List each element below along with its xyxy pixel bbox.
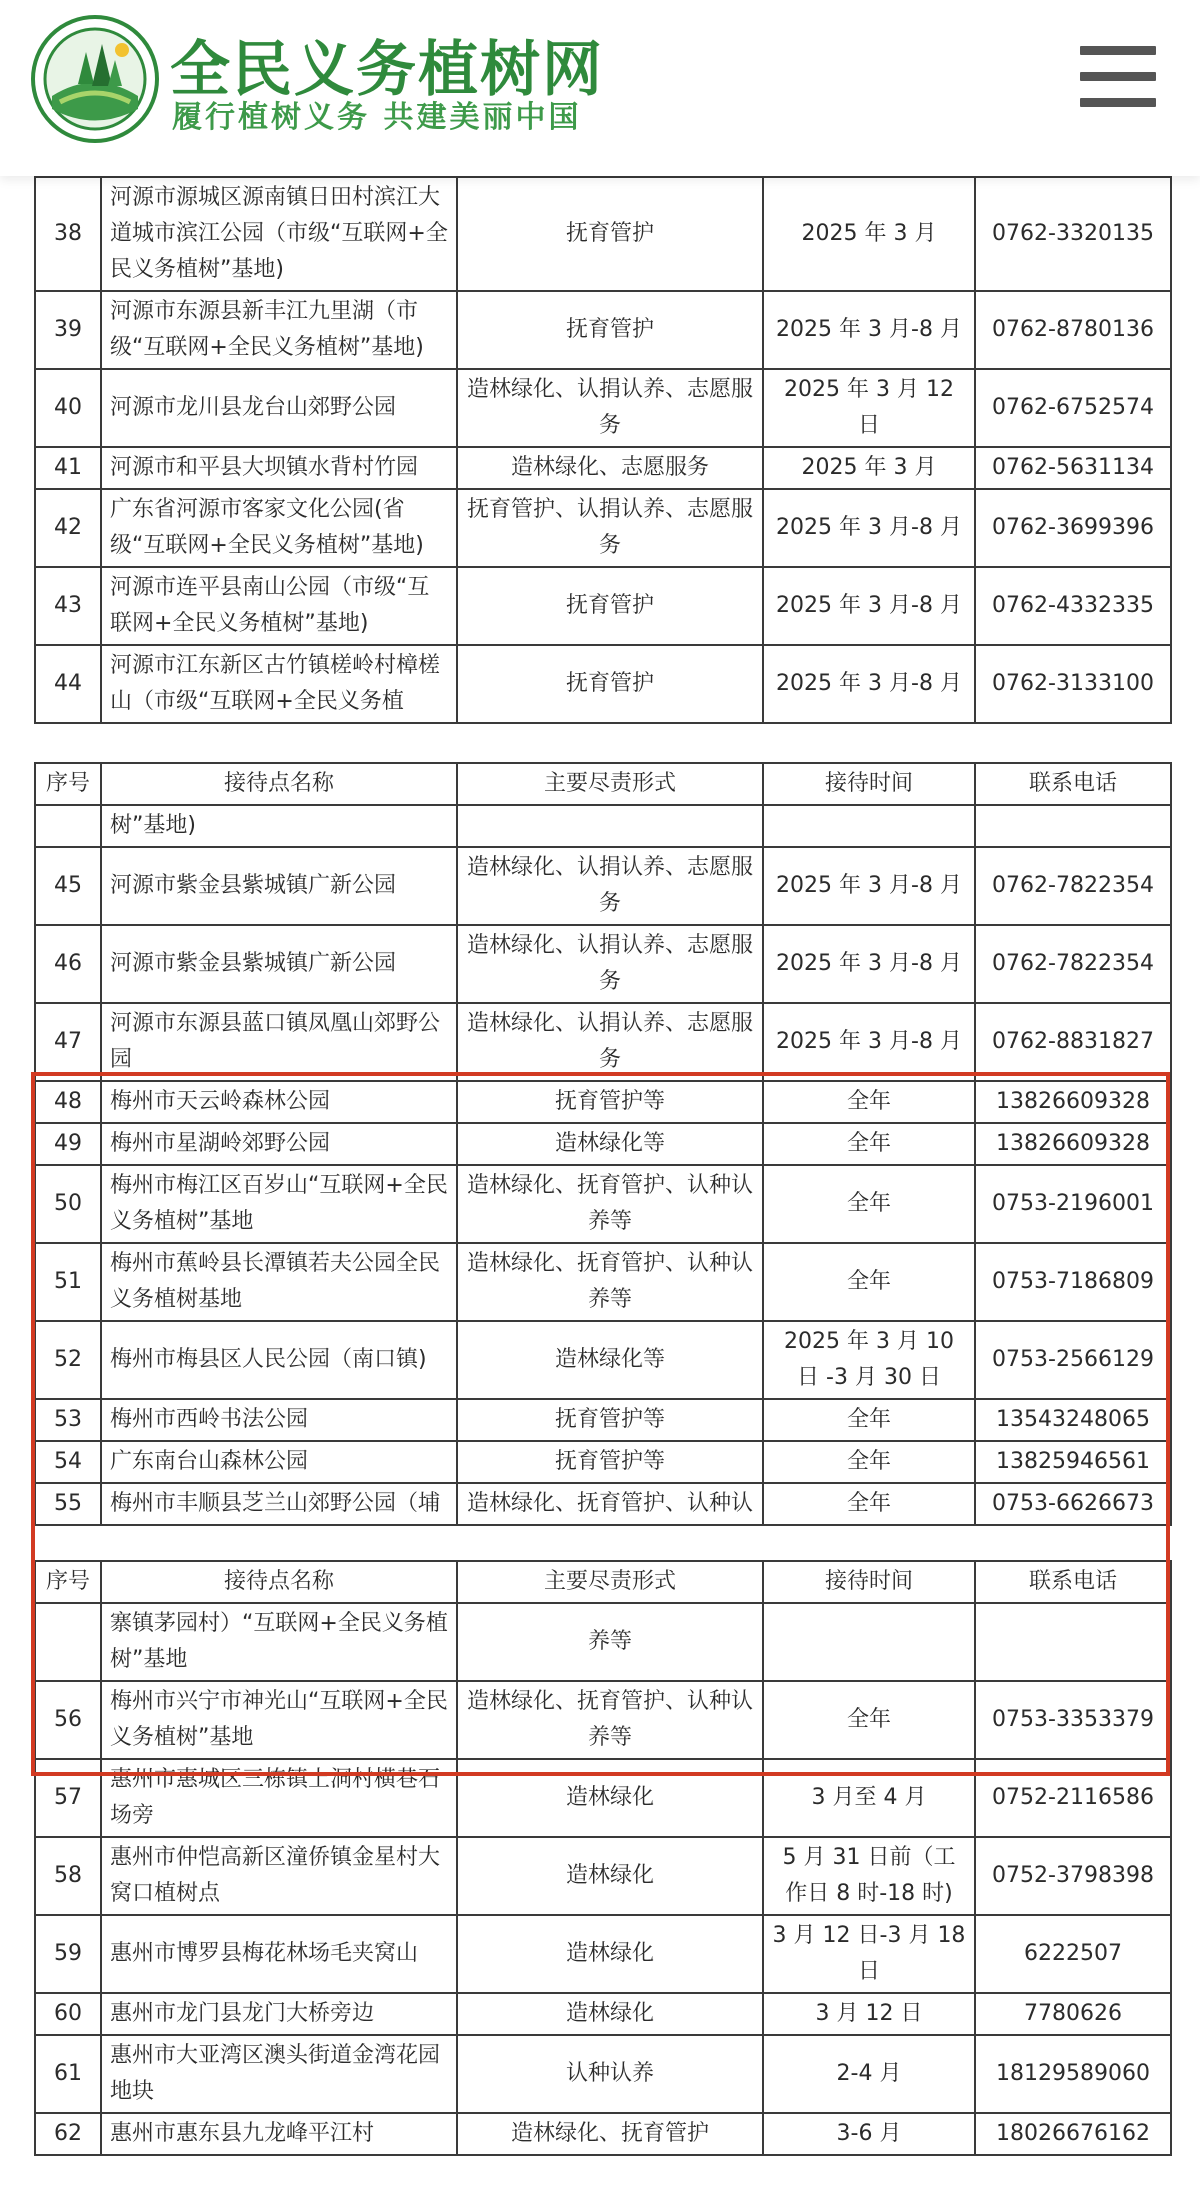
cell-phone[interactable]: 0753-2566129: [975, 1321, 1171, 1399]
cell-time: 2025 年 3 月 10 日 -3 月 30 日: [763, 1321, 975, 1399]
table-row: [35, 925, 1171, 1003]
table-header-row-repeat: [35, 1561, 1171, 1603]
table-row: [35, 1603, 1171, 1681]
cell-num: 47: [35, 1003, 101, 1081]
table-row: [35, 1681, 1171, 1759]
cell-num: 59: [35, 1915, 101, 1993]
cell-time: 全年: [763, 1399, 975, 1441]
cell-time: 全年: [763, 1243, 975, 1321]
col-header-phone: 联系电话: [975, 1561, 1171, 1603]
cell-name: 广东南台山森林公园: [101, 1441, 457, 1483]
cell-form: 认种认养: [457, 2035, 763, 2113]
cell-num: [35, 1603, 101, 1681]
table-row: [35, 847, 1171, 925]
cell-num: 42: [35, 489, 101, 567]
table-row: [35, 2035, 1171, 2113]
cell-name: 河源市源城区源南镇日田村滨江大道城市滨江公园（市级“互联网+全民义务植树”基地): [101, 177, 457, 291]
cell-name: 梅州市兴宁市神光山“互联网+全民义务植树”基地: [101, 1681, 457, 1759]
cell-phone[interactable]: 0762-3320135: [975, 177, 1171, 291]
table-row: [35, 805, 1171, 847]
cell-form: 抚育管护等: [457, 1081, 763, 1123]
cell-phone[interactable]: 13826609328: [975, 1123, 1171, 1165]
cell-form: 抚育管护、认捐认养、志愿服务: [457, 489, 763, 567]
cell-form: 造林绿化、认捐认养、志愿服务: [457, 925, 763, 1003]
cell-form: 造林绿化: [457, 1759, 763, 1837]
cell-num: 43: [35, 567, 101, 645]
cell-name: 梅州市丰顺县芝兰山郊野公园（埔: [101, 1483, 457, 1525]
cell-num: 41: [35, 447, 101, 489]
site-title[interactable]: 全民义务植树网: [170, 35, 604, 105]
cell-name: 梅州市梅县区人民公园（南口镇): [101, 1321, 457, 1399]
table-row: [35, 1123, 1171, 1165]
cell-num: 49: [35, 1123, 101, 1165]
cell-name: 梅州市西岭书法公园: [101, 1399, 457, 1441]
cell-name: 梅州市天云岭森林公园: [101, 1081, 457, 1123]
cell-form: 抚育管护: [457, 645, 763, 723]
site-header: [0, 0, 1200, 176]
cell-num: 57: [35, 1759, 101, 1837]
col-header-name: 接待点名称: [101, 1561, 457, 1603]
table-row: [35, 1837, 1171, 1915]
cell-time: 2025 年 3 月-8 月: [763, 489, 975, 567]
table-row: [35, 177, 1171, 291]
cell-time: 2025 年 3 月-8 月: [763, 567, 975, 645]
cell-num: 45: [35, 847, 101, 925]
site-slogan: 履行植树义务 共建美丽中国: [172, 100, 582, 135]
cell-name: 寨镇茅园村）“互联网+全民义务植树”基地: [101, 1603, 457, 1681]
cell-phone[interactable]: 0762-7822354: [975, 847, 1171, 925]
cell-form: 造林绿化、抚育管护、认种认养等: [457, 1243, 763, 1321]
table-row: [35, 1483, 1171, 1525]
cell-num: 54: [35, 1441, 101, 1483]
col-header-time: 接待时间: [763, 1561, 975, 1603]
cell-phone[interactable]: 0762-7822354: [975, 925, 1171, 1003]
cell-phone[interactable]: 0753-2196001: [975, 1165, 1171, 1243]
tree-planting-emblem-icon[interactable]: [30, 14, 160, 144]
cell-phone[interactable]: 18026676162: [975, 2113, 1171, 2155]
table-row: [35, 645, 1171, 723]
cell-num: 50: [35, 1165, 101, 1243]
table-row: [35, 567, 1171, 645]
cell-name: 河源市和平县大坝镇水背村竹园: [101, 447, 457, 489]
cell-time: 2025 年 3 月: [763, 177, 975, 291]
cell-time: 5 月 31 日前（工作日 8 时-18 时): [763, 1837, 975, 1915]
cell-time: 2025 年 3 月-8 月: [763, 291, 975, 369]
cell-phone[interactable]: 13826609328: [975, 1081, 1171, 1123]
reception-point-table-part-2: [34, 762, 1172, 2156]
table-row: [35, 1399, 1171, 1441]
cell-name: 树”基地): [101, 805, 457, 847]
cell-form: 造林绿化: [457, 1837, 763, 1915]
cell-time: [763, 805, 975, 847]
cell-form: 造林绿化、抚育管护、认种认养等: [457, 1165, 763, 1243]
cell-name: 惠州市仲恺高新区潼侨镇金星村大窝口植树点: [101, 1837, 457, 1915]
cell-num: 61: [35, 2035, 101, 2113]
cell-time: 全年: [763, 1681, 975, 1759]
cell-form: 造林绿化等: [457, 1321, 763, 1399]
hamburger-menu-button[interactable]: [1080, 46, 1156, 108]
table-row: [35, 489, 1171, 567]
page-break-spacer: [35, 1525, 1171, 1561]
cell-name: 梅州市星湖岭郊野公园: [101, 1123, 457, 1165]
cell-form: 造林绿化、抚育管护: [457, 2113, 763, 2155]
cell-phone[interactable]: 0752-2116586: [975, 1759, 1171, 1837]
cell-form: 抚育管护: [457, 567, 763, 645]
cell-num: 53: [35, 1399, 101, 1441]
cell-phone[interactable]: 0753-6626673: [975, 1483, 1171, 1525]
cell-num: 55: [35, 1483, 101, 1525]
col-header-phone: 联系电话: [975, 763, 1171, 805]
cell-phone[interactable]: 0752-3798398: [975, 1837, 1171, 1915]
cell-name: 惠州市博罗县梅花林场毛夹窝山: [101, 1915, 457, 1993]
cell-time: 2025 年 3 月: [763, 447, 975, 489]
cell-form: 抚育管护: [457, 177, 763, 291]
cell-form: 造林绿化、抚育管护、认种认养等: [457, 1681, 763, 1759]
cell-name: 河源市紫金县紫城镇广新公园: [101, 847, 457, 925]
cell-phone[interactable]: 0762-6752574: [975, 369, 1171, 447]
cell-name: 广东省河源市客家文化公园(省级“互联网+全民义务植树”基地): [101, 489, 457, 567]
cell-name: 惠州市惠东县九龙峰平江村: [101, 2113, 457, 2155]
cell-form: 抚育管护等: [457, 1399, 763, 1441]
cell-form: 造林绿化、认捐认养、志愿服务: [457, 847, 763, 925]
cell-form: 造林绿化、认捐认养、志愿服务: [457, 369, 763, 447]
cell-name: 惠州市龙门县龙门大桥旁边: [101, 1993, 457, 2035]
cell-form: 造林绿化: [457, 1915, 763, 1993]
cell-num: 58: [35, 1837, 101, 1915]
table-row: [35, 1243, 1171, 1321]
col-header-num: 序号: [35, 1561, 101, 1603]
cell-phone[interactable]: [975, 1603, 1171, 1681]
cell-num: 44: [35, 645, 101, 723]
cell-name: 河源市东源县新丰江九里湖（市级“互联网+全民义务植树”基地): [101, 291, 457, 369]
cell-num: 51: [35, 1243, 101, 1321]
cell-phone[interactable]: 0762-8780136: [975, 291, 1171, 369]
cell-time: 3 月至 4 月: [763, 1759, 975, 1837]
cell-time: 全年: [763, 1123, 975, 1165]
cell-name: 梅州市梅江区百岁山“互联网+全民义务植树”基地: [101, 1165, 457, 1243]
cell-form: 养等: [457, 1603, 763, 1681]
table-row: [35, 2113, 1171, 2155]
cell-num: 39: [35, 291, 101, 369]
cell-time: 全年: [763, 1165, 975, 1243]
table-row: [35, 1003, 1171, 1081]
table-header-row: [35, 763, 1171, 805]
cell-phone[interactable]: [975, 805, 1171, 847]
cell-name: 河源市龙川县龙台山郊野公园: [101, 369, 457, 447]
cell-name: 梅州市蕉岭县长潭镇若夫公园全民义务植树基地: [101, 1243, 457, 1321]
cell-name: 河源市连平县南山公园（市级“互联网+全民义务植树”基地): [101, 567, 457, 645]
cell-time: 3 月 12 日-3 月 18 日: [763, 1915, 975, 1993]
cell-name: 惠州市大亚湾区澳头街道金湾花园地块: [101, 2035, 457, 2113]
cell-num: 52: [35, 1321, 101, 1399]
cell-time: 2025 年 3 月 12 日: [763, 369, 975, 447]
cell-num: 38: [35, 177, 101, 291]
table-row: [35, 1759, 1171, 1837]
col-header-name: 接待点名称: [101, 763, 457, 805]
col-header-form: 主要尽责形式: [457, 1561, 763, 1603]
cell-num: 40: [35, 369, 101, 447]
cell-time: 2-4 月: [763, 2035, 975, 2113]
table-row: [35, 369, 1171, 447]
table-row: [35, 447, 1171, 489]
col-header-time: 接待时间: [763, 763, 975, 805]
cell-num: 56: [35, 1681, 101, 1759]
col-header-num: 序号: [35, 763, 101, 805]
cell-phone[interactable]: 6222507: [975, 1915, 1171, 1993]
cell-form: 造林绿化、志愿服务: [457, 447, 763, 489]
cell-phone[interactable]: 0762-3699396: [975, 489, 1171, 567]
table-row: [35, 1165, 1171, 1243]
cell-time: 全年: [763, 1441, 975, 1483]
cell-form: 造林绿化、抚育管护、认种认: [457, 1483, 763, 1525]
cell-time: 3 月 12 日: [763, 1993, 975, 2035]
cell-form: [457, 805, 763, 847]
cell-time: [763, 1603, 975, 1681]
cell-form: 造林绿化: [457, 1993, 763, 2035]
cell-num: [35, 805, 101, 847]
cell-phone[interactable]: 0762-5631134: [975, 447, 1171, 489]
cell-phone[interactable]: 0762-8831827: [975, 1003, 1171, 1081]
cell-num: 62: [35, 2113, 101, 2155]
cell-name: 河源市紫金县紫城镇广新公园: [101, 925, 457, 1003]
cell-time: 2025 年 3 月-8 月: [763, 645, 975, 723]
table-row: [35, 1321, 1171, 1399]
cell-num: 48: [35, 1081, 101, 1123]
cell-form: 抚育管护: [457, 291, 763, 369]
cell-time: 全年: [763, 1081, 975, 1123]
cell-time: 2025 年 3 月-8 月: [763, 925, 975, 1003]
cell-phone[interactable]: 13543248065: [975, 1399, 1171, 1441]
cell-time: 2025 年 3 月-8 月: [763, 847, 975, 925]
cell-phone[interactable]: 0753-7186809: [975, 1243, 1171, 1321]
reception-point-table-part-1: [34, 176, 1172, 724]
cell-time: 3-6 月: [763, 2113, 975, 2155]
table-row: [35, 291, 1171, 369]
col-header-form: 主要尽责形式: [457, 763, 763, 805]
hamburger-menu-icon: [1080, 46, 1156, 55]
table-row: [35, 1081, 1171, 1123]
cell-name: 河源市东源县蓝口镇凤凰山郊野公园: [101, 1003, 457, 1081]
cell-time: 全年: [763, 1483, 975, 1525]
cell-form: 造林绿化等: [457, 1123, 763, 1165]
cell-phone[interactable]: 7780626: [975, 1993, 1171, 2035]
cell-phone[interactable]: 0753-3353379: [975, 1681, 1171, 1759]
cell-phone[interactable]: 18129589060: [975, 2035, 1171, 2113]
table-row: [35, 1915, 1171, 1993]
cell-phone[interactable]: 0762-3133100: [975, 645, 1171, 723]
cell-name: 惠州市惠城区三栋镇上洞村横巷石场旁: [101, 1759, 457, 1837]
cell-phone[interactable]: 0762-4332335: [975, 567, 1171, 645]
cell-phone[interactable]: 13825946561: [975, 1441, 1171, 1483]
table-row: [35, 1441, 1171, 1483]
cell-form: 抚育管护等: [457, 1441, 763, 1483]
cell-form: 造林绿化、认捐认养、志愿服务: [457, 1003, 763, 1081]
table-row: [35, 1993, 1171, 2035]
cell-num: 46: [35, 925, 101, 1003]
cell-num: 60: [35, 1993, 101, 2035]
cell-name: 河源市江东新区古竹镇槎岭村樟槎山（市级“互联网+全民义务植: [101, 645, 457, 723]
cell-time: 2025 年 3 月-8 月: [763, 1003, 975, 1081]
